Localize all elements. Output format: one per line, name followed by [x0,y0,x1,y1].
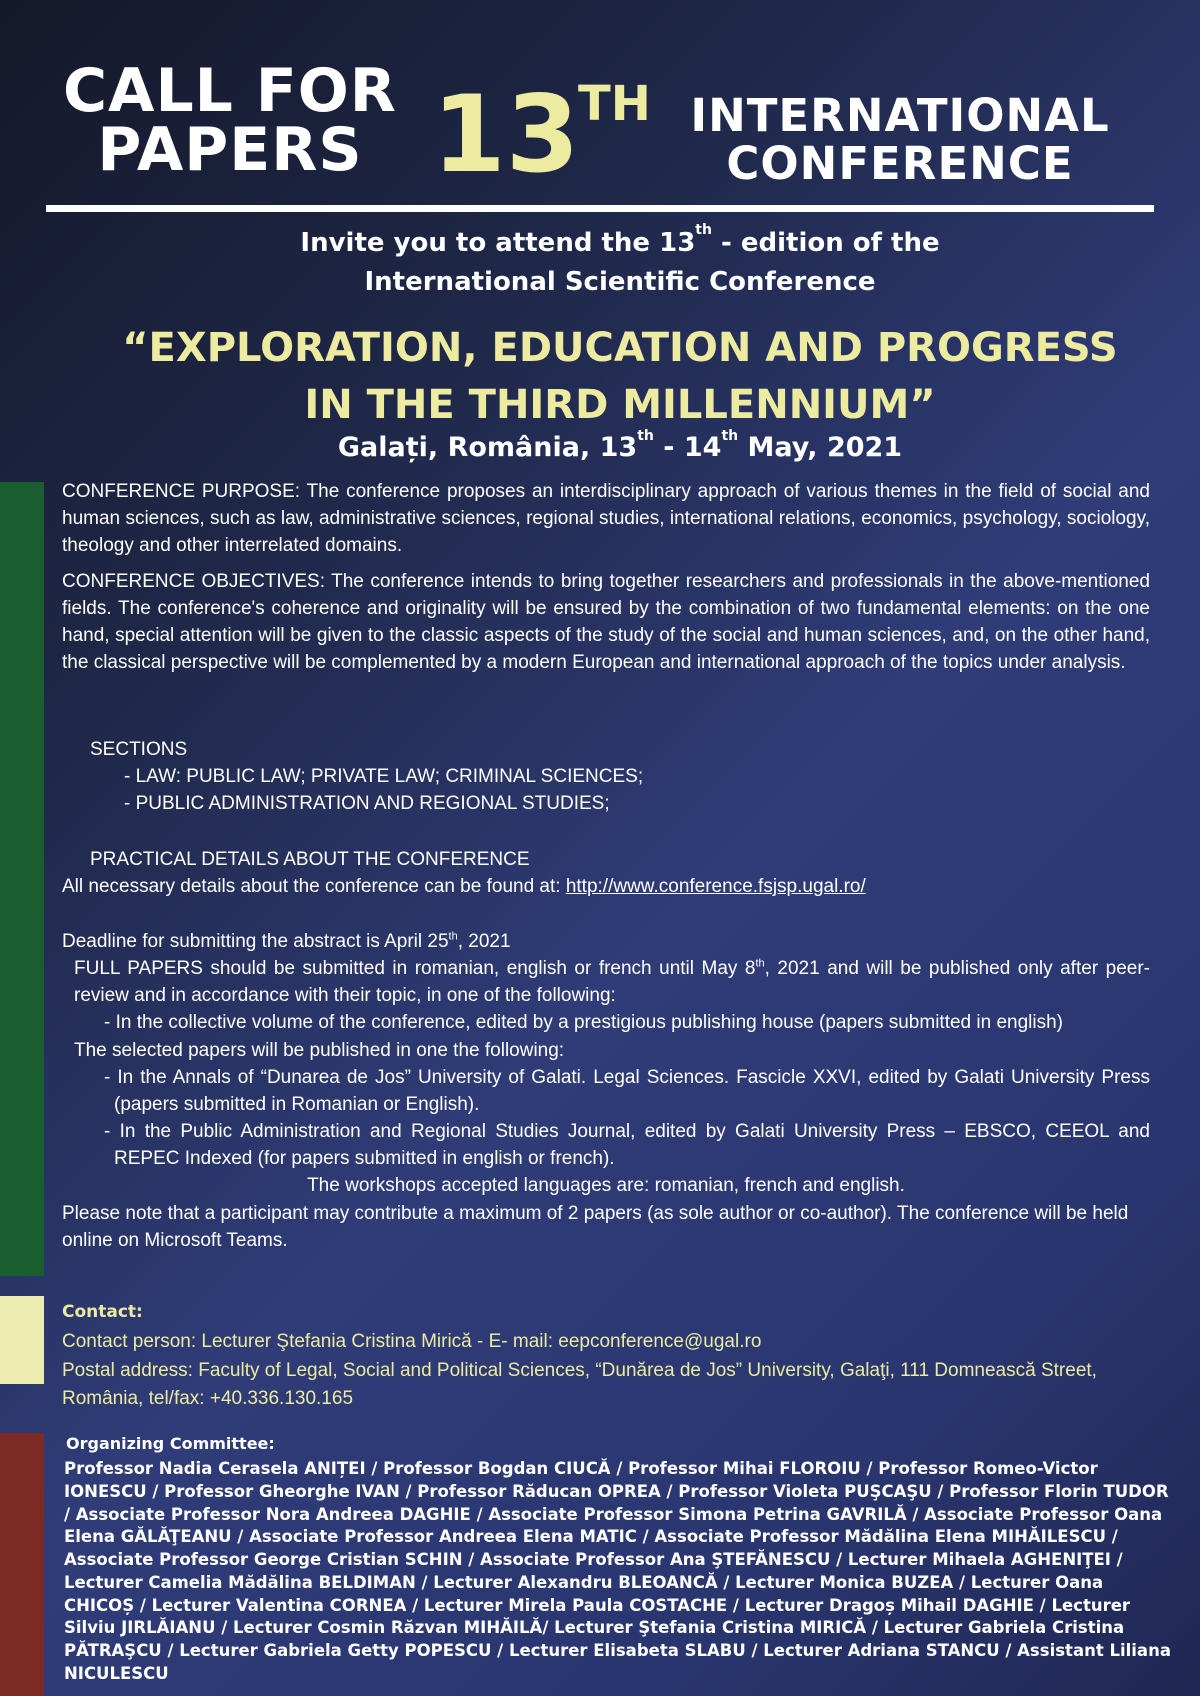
deadline-block [62,928,1150,1254]
invite-text [60,224,1180,302]
committee-members: Professor Nadia Cerasela ANIȚEI / Professor Bogdan CIUCĂ / Professor Mihai FLOROIU / Professor Romeo-Victor IONESCU / Professor Gheorghe IVAN / Professor Răducan OPREA / Professor Violeta PUŞCAŞU / Professor Florin TUDOR / Associate Professor Nora Andreea DAGHIE / Associate Professor Simona Petrina GAVRILĂ / Associate Professor Oana Elena GĂLĂŢEANU / Associate Professor Andreea Elena MATIC / Associate Professor Mădălina Elena MIHĂILESCU / Associate Professor George Cristian SCHIN / Associate Professor Ana ŞTEFĂNESCU / Lecturer Mihaela AGHENIŢEI / Lecturer Camelia Mădălina BELDIMAN / Lecturer Alexandru BLEOANCĂ / Lecturer Monica BUZEA / Lecturer Oana CHICOȘ / Lecturer Valentina CORNEA / Lecturer Mirela Paula COSTACHE / Lecturer Dragoș Mihail DAGHIE / Lecturer Silviu JIRLĂIANU / Lecturer Cosmin Răzvan MIHĂILĂ/ Lecturer Ştefania Cristina MIRICĂ / Lecturer Gabriela Cristina PĂTRAŞCU / Lecturer Gabriela Getty POPESCU / Lecturer Elisabeta SLABU / Lecturer Adriana STANCU / Assistant Liliana NICULESCU [64,1459,1171,1683]
section-item: - PUBLIC ADMINISTRATION AND REGIONAL STUDIES; [124,793,610,815]
conference-website-link[interactable]: http://www.conference.fsjsp.ugal.ro/ [565,876,866,897]
invite-line1-post: - edition of the [711,228,940,258]
date-sup2: th [721,428,739,444]
full-papers-text [62,955,1150,1009]
full-sup: th [755,957,765,970]
publication-option: - In the Public Administration and Regional Studies Journal, edited by Galati University Press – EBSCO, CEEOL and REPEC Indexed (for papers submitted in english or french). [104,1121,1150,1170]
edition-suffix: TH [578,76,651,132]
papers-text: PAPERS [97,114,363,185]
cream-side-stripe [0,1296,44,1384]
red-side-stripe [0,1433,44,1696]
practical-text: All necessary details about the conference can be found at: [62,876,566,897]
committee-heading: Organizing Committee: [66,1434,275,1453]
sections-heading: SECTIONS [90,739,188,760]
participation-note: Please note that a participant may contribute a maximum of 2 papers (as sole author or co-author). The conference will be held online on Microsoft Teams. [62,1202,1129,1251]
publication-option: - In the collective volume of the conference, edited by a prestigious publishing house (papers submitted in english) [104,1012,1063,1034]
conference-purpose: CONFERENCE PURPOSE: The conference proposes an interdisciplinary approach of various themes in the field of social and human sciences, such as law, administrative sciences, regional studies, international relations, economics, psychology, sociology, theology and other interrelated domains. [62,481,1150,557]
conference-text: CONFERENCE [726,137,1074,191]
call-for-text: CALL FOR [62,56,397,126]
conference-title [60,320,1180,434]
date-sup1: th [637,428,654,444]
contact-person: Contact person: Lecturer Ştefania Cristina Miricӑ - E- mail: eepconference@ugal.ro [62,1331,762,1352]
abstract-pre: Deadline for submitting the abstract is April 25 [62,931,449,952]
abstract-post: , 2021 [457,931,511,952]
invite-line1-pre: Invite you to attend the 13 [300,228,696,258]
full-pre: FULL PAPERS should be submitted in romanian, english or french until May 8 [74,958,756,980]
contact-heading: Contact: [62,1302,143,1322]
selected-papers-text: The selected papers will be published in one the following: [74,1039,565,1061]
date-mid: - 14 [653,432,722,463]
international-text: INTERNATIONAL [690,89,1110,142]
invite-sup: th [695,222,712,238]
section-item: - LAW: PUBLIC LAW; PRIVATE LAW; CRIMINAL SCIENCES; [124,766,644,788]
date-pre: Galați, România, 13 [337,432,638,463]
postal-address: Postal address: Faculty of Legal, Social and Political Sciences, “Dunărea de Jos” University, Galaţi, 111 Domnească Street, România, tel/fax: +40.336.130.165 [62,1359,1097,1409]
conference-objectives: CONFERENCE OBJECTIVES: The conference intends to bring together researchers and professionals in the above-mentioned fields. The conference's coherence and originality will be ensured by the combination of two fundamental elements: on the one hand, special attention will be given to the classic aspects of the study of the social and human sciences, and, on the other hand, the classical perspective will be complemented by a modern European and international approach of the topics under analysis. [62,571,1150,674]
abstract-deadline [62,928,1150,955]
practical-heading: PRACTICAL DETAILS ABOUT THE CONFERENCE [90,849,530,870]
call-for-papers-heading [40,56,420,185]
sections-block [90,736,1178,817]
full-post: , 2021 and will be published only after peer-review and in accordance with their topic, in one of the following: [74,958,1150,1007]
title-line2: IN THE THIRD MILLENNIUM” [304,382,936,429]
location-date [60,428,1180,463]
title-line1: “EXPLORATION, EDUCATION AND PROGRESS [122,325,1118,371]
edition-number: 13 [432,73,580,196]
accepted-languages: The workshops accepted languages are: romanian, french and english. [307,1175,905,1197]
date-post: May, 2021 [738,432,903,463]
invite-line2: International Scientific Conference [364,267,876,297]
abstract-sup: th [448,930,458,943]
international-conference-heading [680,89,1120,191]
publication-option: - In the Annals of “Dunarea de Jos” University of Galati. Legal Sciences. Fascicle XXVI, edited by Galati University Press (papers submitted in Romanian or English). [104,1066,1150,1115]
header-divider [46,205,1154,212]
green-side-stripe [0,482,44,1276]
contact-block [62,1328,1162,1414]
practical-details [62,873,1150,900]
